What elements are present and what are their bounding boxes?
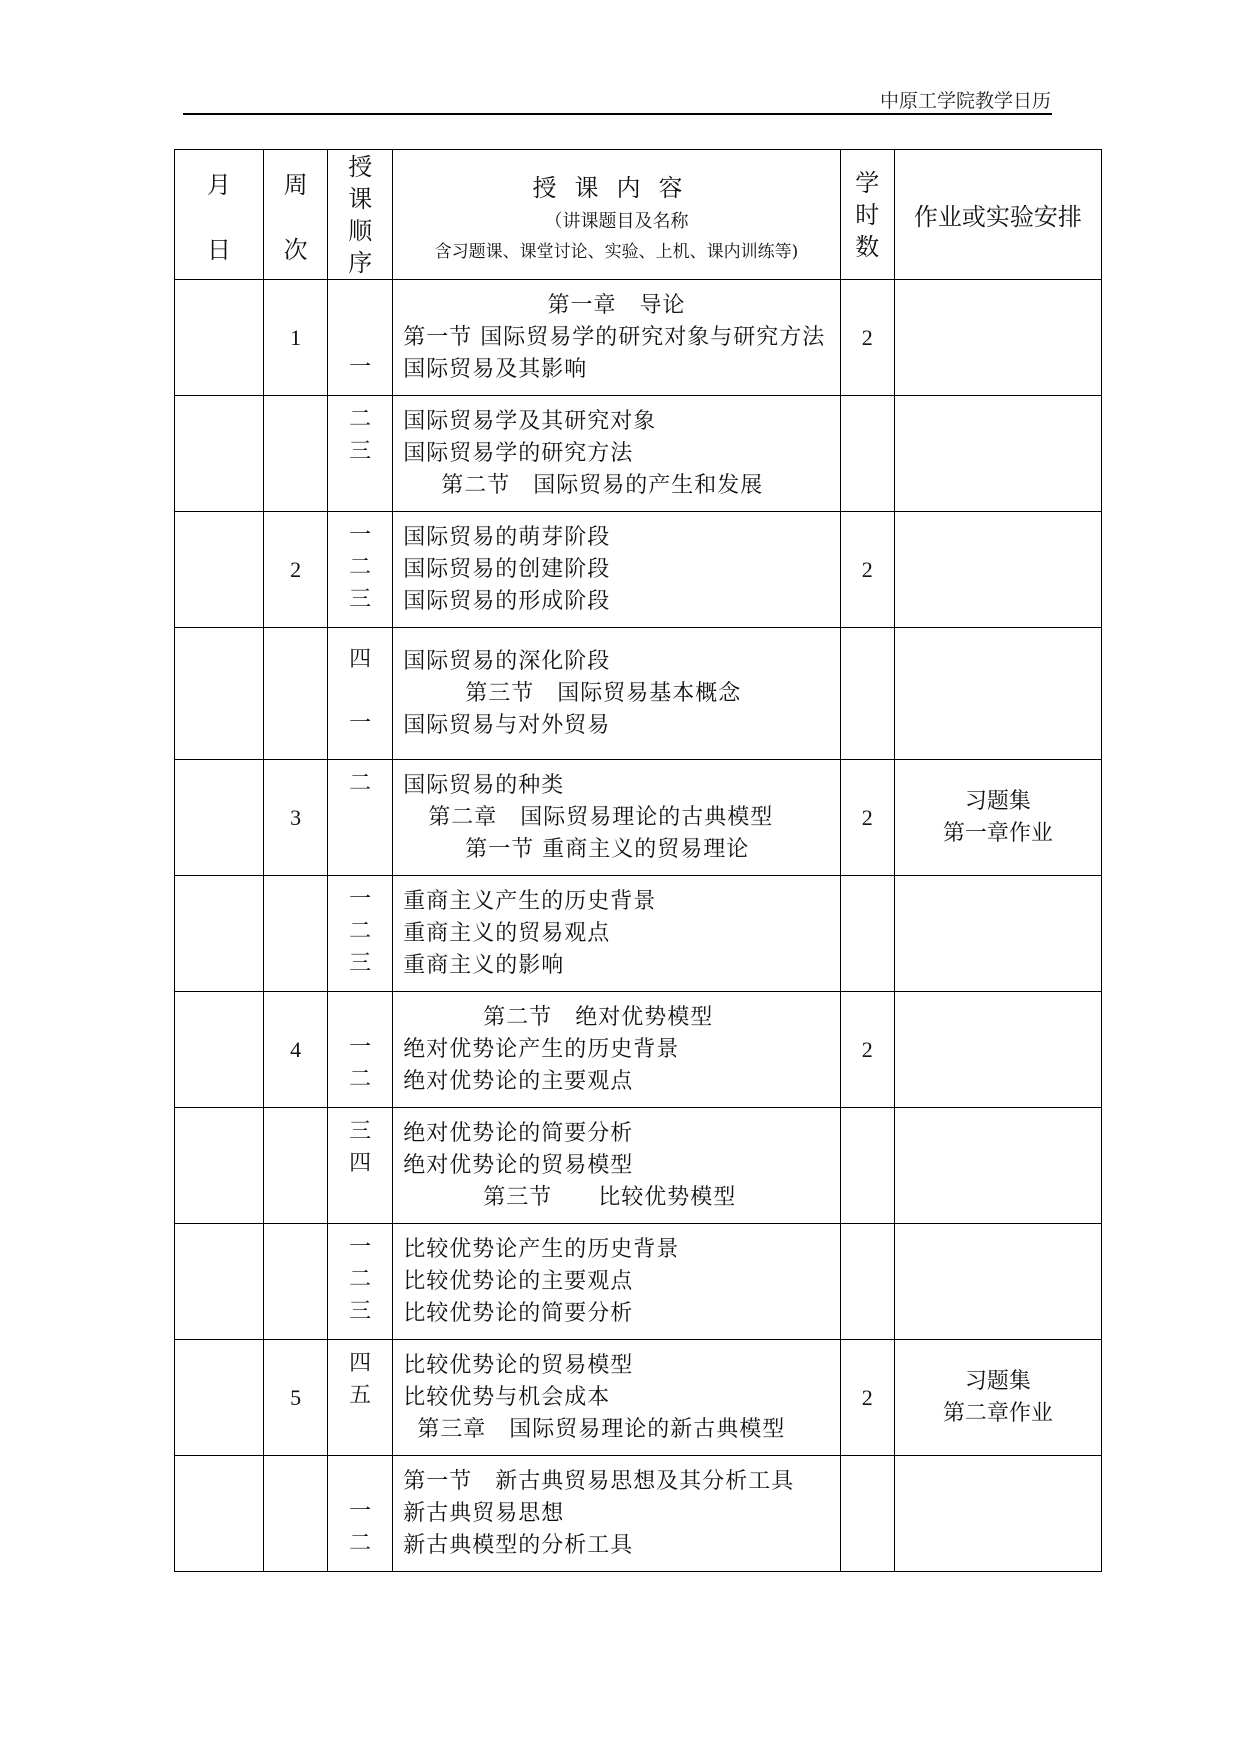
content-cell: 比较优势论产生的历史背景 比较优势论的主要观点 比较优势论的简要分析 <box>393 1224 840 1340</box>
hours-cell <box>840 1108 894 1224</box>
homework-cell <box>894 396 1101 512</box>
table-row <box>175 876 1102 992</box>
homework-cell <box>894 280 1101 396</box>
header-rule <box>183 113 1052 115</box>
date-cell <box>175 512 264 628</box>
content-cell: 绝对优势论的简要分析 绝对优势论的贸易模型 第三节 比较优势模型 <box>393 1108 840 1224</box>
order-header: 授 课 顺 序 <box>328 150 393 280</box>
content-cell: 比较优势论的贸易模型 比较优势与机会成本 第三章 国际贸易理论的新古典模型 <box>393 1340 840 1456</box>
hours-cell <box>840 1224 894 1340</box>
date-cell <box>175 1224 264 1340</box>
content-header-title: 授课内容 <box>532 173 701 202</box>
table-row <box>175 760 1102 876</box>
week-cell: 4 <box>264 992 328 1108</box>
content-cell: 重商主义产生的历史背景 重商主义的贸易观点 重商主义的影响 <box>393 876 840 992</box>
table-row <box>175 1456 1102 1572</box>
date-cell <box>175 1456 264 1572</box>
order-cell: 一 二 <box>328 1456 393 1572</box>
hours-cell: 2 <box>840 992 894 1108</box>
table-row <box>175 628 1102 760</box>
order-cell: 二 <box>328 760 393 876</box>
content-cell: 国际贸易的萌芽阶段 国际贸易的创建阶段 国际贸易的形成阶段 <box>393 512 840 628</box>
table-row <box>175 992 1102 1108</box>
content-header-sub1: （讲课题目及名称 <box>544 210 689 232</box>
date-cell <box>175 396 264 512</box>
order-cell: 一 <box>328 280 393 396</box>
hours-cell <box>840 396 894 512</box>
homework-cell <box>894 876 1101 992</box>
table-row <box>175 512 1102 628</box>
date-cell <box>175 876 264 992</box>
date-cell <box>175 628 264 760</box>
table-row <box>175 1224 1102 1340</box>
order-cell: 一 二 <box>328 992 393 1108</box>
date-cell <box>175 280 264 396</box>
week-header: 周 次 <box>264 150 328 280</box>
content-cell: 国际贸易的深化阶段 第三节 国际贸易基本概念 国际贸易与对外贸易 <box>393 628 840 760</box>
table-row <box>175 396 1102 512</box>
hours-header: 学 时 数 <box>840 150 894 280</box>
hours-cell: 2 <box>840 512 894 628</box>
order-cell: 四 五 <box>328 1340 393 1456</box>
order-cell: 三 四 <box>328 1108 393 1224</box>
homework-header: 作业或实验安排 <box>894 150 1101 280</box>
hours-cell <box>840 876 894 992</box>
homework-cell <box>894 992 1101 1108</box>
content-cell: 国际贸易的种类 第二章 国际贸易理论的古典模型 第一节 重商主义的贸易理论 <box>393 760 840 876</box>
date-cell <box>175 1108 264 1224</box>
table-row <box>175 1108 1102 1224</box>
week-cell <box>264 1224 328 1340</box>
content-cell: 第一节 新古典贸易思想及其分析工具 新古典贸易思想 新古典模型的分析工具 <box>393 1456 840 1572</box>
homework-cell <box>894 1108 1101 1224</box>
week-cell <box>264 396 328 512</box>
content-header-sub2: 含习题课、课堂讨论、实验、上机、课内训练等) <box>434 241 799 262</box>
page-header-title: 中原工学院教学日历 <box>879 90 1051 112</box>
week-cell: 3 <box>264 760 328 876</box>
content-cell: 第二节 绝对优势模型 绝对优势论产生的历史背景 绝对优势论的主要观点 <box>393 992 840 1108</box>
date-cell <box>175 760 264 876</box>
order-cell: 一 二 三 <box>328 1224 393 1340</box>
hours-cell <box>840 628 894 760</box>
order-cell: 一 二 三 <box>328 512 393 628</box>
week-cell <box>264 1456 328 1572</box>
date-cell <box>175 992 264 1108</box>
week-cell <box>264 876 328 992</box>
homework-cell: 习题集 第一章作业 <box>894 760 1101 876</box>
order-cell: 四 一 <box>328 628 393 760</box>
week-cell: 1 <box>264 280 328 396</box>
table-row <box>175 1340 1102 1456</box>
week-cell <box>264 628 328 760</box>
hours-cell <box>840 1456 894 1572</box>
teaching-calendar-table <box>174 149 1102 1572</box>
content-header <box>393 150 840 280</box>
hours-cell: 2 <box>840 280 894 396</box>
homework-cell: 习题集 第二章作业 <box>894 1340 1101 1456</box>
homework-cell <box>894 512 1101 628</box>
date-cell <box>175 1340 264 1456</box>
order-cell: 二 三 <box>328 396 393 512</box>
hours-cell: 2 <box>840 760 894 876</box>
week-cell <box>264 1108 328 1224</box>
table-row <box>175 280 1102 396</box>
week-cell: 2 <box>264 512 328 628</box>
order-cell: 一 二 三 <box>328 876 393 992</box>
homework-cell <box>894 1224 1101 1340</box>
week-cell: 5 <box>264 1340 328 1456</box>
content-cell: 国际贸易学及其研究对象 国际贸易学的研究方法 第二节 国际贸易的产生和发展 <box>393 396 840 512</box>
table-header-row <box>175 150 1102 280</box>
homework-cell <box>894 628 1101 760</box>
content-cell: 第一章 导论 第一节 国际贸易学的研究对象与研究方法 国际贸易及其影响 <box>393 280 840 396</box>
homework-cell <box>894 1456 1101 1572</box>
hours-cell: 2 <box>840 1340 894 1456</box>
month-day-header: 月 日 <box>175 150 264 280</box>
